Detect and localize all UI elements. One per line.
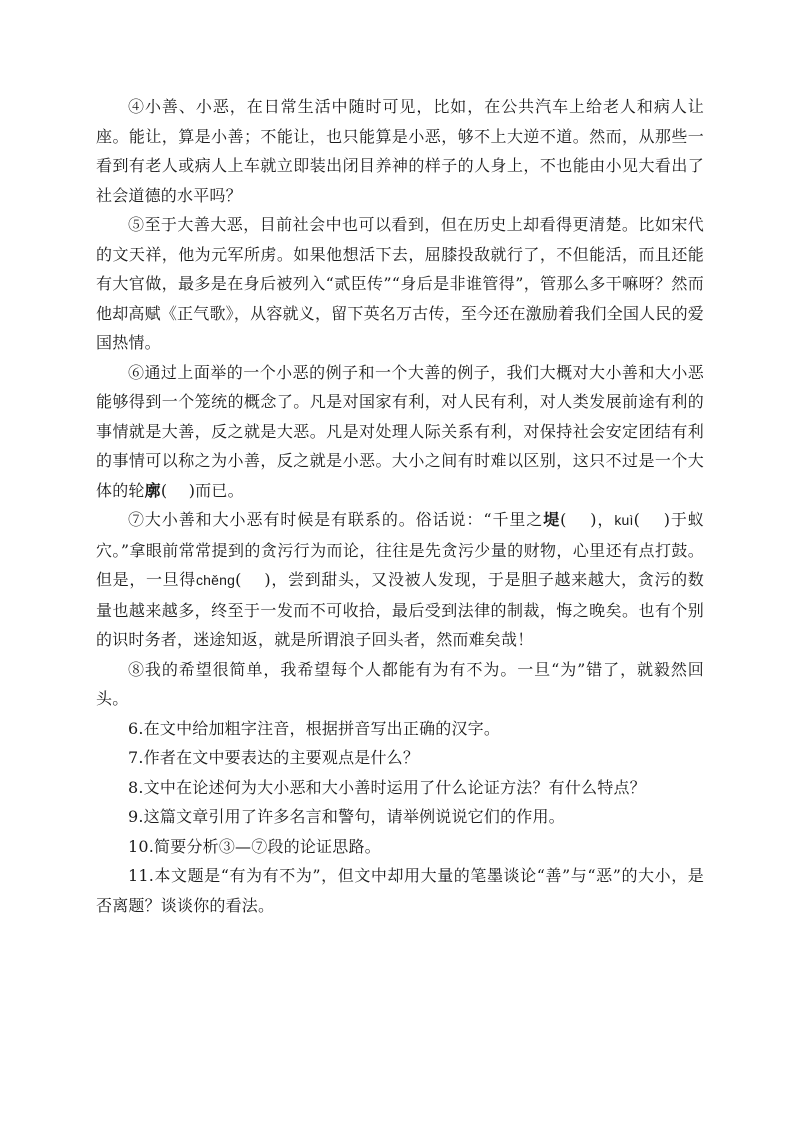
document-page bbox=[96, 92, 704, 920]
paragraph-6-text: ⑥通过上面举的一个小恶的例子和一个大善的例子，我们大概对大小善和大小恶能够得到一个笼统的概念了。凡是对国家有利，对人民有利，对人类发展前途有利的事情就是大善，反之就是大恶。凡是对处理人际关系有利，对保持社会安定团结有利的事情可以称之为小善，反之就是小恶。大小之间有时难以区别，这只不过是一个大体的轮 bbox=[96, 362, 704, 500]
pinyin-cheng: chěng bbox=[195, 572, 236, 588]
paragraph-5: ⑤至于大善大恶，目前社会中也可以看到，但在历史上却看得更清楚。比如宋代的文天祥，他为元军所虏。如果他想活下去，屈膝投敌就行了，不但能活，而且还能有大官做，最多是在身后被列入“贰臣传”“身后是非谁管得”，管那么多干嘛呀？然而他却高赋《正气歌》，从容就义，留下英名万古传，至今还在激励着我们全国人民的爱国热情。 bbox=[96, 215, 704, 352]
paragraph-7-text-a: ⑦大小善和大小恶有时候是有联系的。俗话说：“千里之 bbox=[128, 510, 544, 529]
question-9: 9.这篇文章引用了许多名言和警句，请举例说说它们的作用。 bbox=[128, 807, 565, 826]
paragraph-7-text-b: ( )， bbox=[560, 510, 615, 529]
question-7: 7.作者在文中要表达的主要观点是什么？ bbox=[128, 748, 420, 767]
paragraph-6 bbox=[96, 358, 704, 506]
question-6: 6.在文中给加粗字注音，根据拼音写出正确的汉字。 bbox=[128, 718, 501, 738]
question-11: 11.本文题是“有为有不为”，但文中却用大量的笔墨谈论“善”与“恶”的大小，是否离题？谈谈你的看法。 bbox=[96, 866, 704, 915]
pinyin-kui: kuì bbox=[614, 512, 634, 528]
paragraph-4: ④小善、小恶，在日常生活中随时可见，比如，在公共汽车上给老人和病人让座。能让，算是小善；不能让，也只能算是小恶，够不上大逆不道。然而，从那些一看到有老人或病人上车就立即装出闭目养神的样子的人身上，不也能由小见大看出了社会道德的水平吗？ bbox=[96, 97, 704, 205]
question-8: 8.文中在论述何为大小恶和大小善时运用了什么论证方法？有什么特点？ bbox=[128, 777, 646, 797]
paragraph-7-text-c: ( )于蚁穴。”拿眼前常常提到的贪污行为而论，往往是先贪污少量的财物，心里还有点打鼓。但是，一旦得 bbox=[96, 510, 704, 589]
paragraph-7-text-d: ( )，尝到甜头，又没被人发现，于是胆子越来越大，贪污的数量也越来越多，终至于一发而不可收拾，最后受到法律的制裁，悔之晚矣。也有个别的识时务者，迷途知返，就是所谓浪子回头者，然而难矣哉！ bbox=[96, 570, 705, 649]
paragraph-6-text-end: ( )而已。 bbox=[160, 480, 244, 500]
bold-character-kuo: 廓 bbox=[144, 480, 161, 500]
bold-character-di: 堤 bbox=[543, 510, 561, 529]
paragraph-7 bbox=[96, 505, 704, 655]
paragraph-8: ⑧我的希望很简单，我希望每个人都能有为有不为。一旦“为”错了，就毅然回头。 bbox=[96, 659, 704, 708]
question-10: 10.简要分析③—⑦段的论证思路。 bbox=[128, 836, 381, 856]
